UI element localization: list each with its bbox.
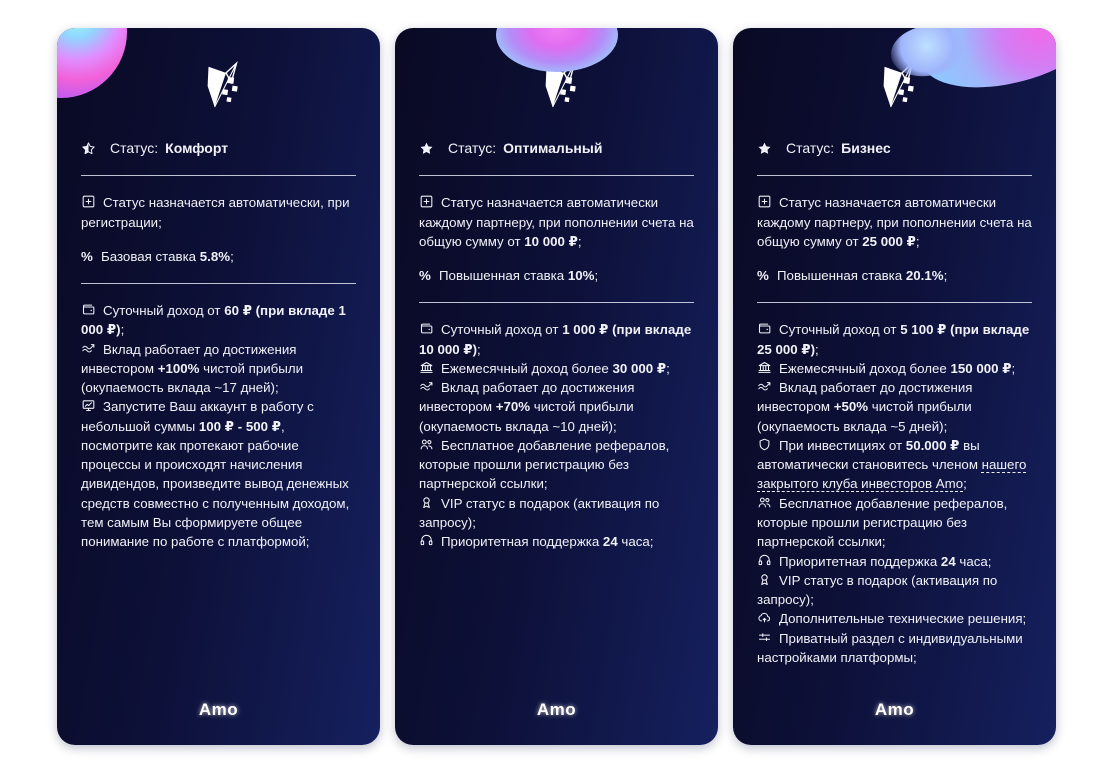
plus-square-icon (419, 194, 434, 209)
text-segment: ; (915, 233, 920, 249)
text-segment: часа; (955, 553, 992, 569)
feature-item (419, 378, 694, 436)
status-card-Бизнес (733, 28, 1056, 745)
text-segment: Запустите Ваш аккаунт в работу с небольшой суммы (81, 399, 314, 434)
feature-item (757, 378, 1032, 436)
feature-item (757, 494, 1032, 552)
bank-icon (419, 360, 434, 375)
features-section-1 (81, 193, 356, 266)
text-segment: 5.8% (199, 248, 231, 264)
text-segment: +70% (495, 399, 531, 415)
text-segment: чистой прибыли (окупаемость вклада ~17 дней); (81, 360, 304, 396)
trend-waves-icon (81, 341, 96, 356)
features-section-2 (419, 320, 694, 551)
feature-item (419, 532, 694, 551)
text-segment: ; (943, 268, 948, 284)
feature-item (757, 571, 1032, 610)
divider (419, 302, 694, 303)
text-segment: VIP статус в подарок (активация по запросу); (757, 572, 998, 608)
text-segment: Бесплатное добавление рефералов, которые прошли регистрацию без партнерской ссылки; (419, 437, 670, 492)
text-segment: Приоритетная поддержка (441, 534, 603, 550)
text-segment: 100 ₽ - 500 ₽ (198, 418, 281, 434)
text-segment: 25 000 ₽ (862, 233, 916, 249)
text-segment: 150 000 ₽ (950, 360, 1012, 376)
status-line (81, 138, 356, 158)
text-segment: Ежемесячный доход более (441, 360, 613, 376)
status-value: Оптимальный (503, 140, 603, 156)
feature-item (81, 193, 356, 232)
brand-wordmark: Amo (874, 700, 915, 720)
status-line (419, 138, 694, 158)
award-icon (419, 495, 434, 510)
text-segment: ; (963, 476, 967, 492)
text-segment: чистой прибыли (окупаемость вклада ~5 дней); (757, 399, 972, 434)
text-segment: Повышенная ставка (777, 268, 906, 284)
feature-item (419, 266, 694, 285)
decorative-blob-wave-top-right (914, 28, 1056, 98)
text-segment: 20.1% (905, 268, 944, 284)
features-section-2 (81, 301, 356, 551)
text-segment: 30 000 ₽ (612, 360, 667, 376)
text-segment: +50% (833, 399, 869, 415)
text-segment: +100% (157, 360, 200, 376)
text-segment: ; (815, 341, 819, 357)
text-segment: Дополнительные технические решения; (779, 611, 1027, 627)
sliders-icon (757, 630, 772, 645)
text-segment: 60 ₽ (при вкладе 1 000 ₽) (81, 303, 346, 338)
feature-item (81, 247, 356, 266)
text-segment: Вклад работает до достижения инвестором (81, 341, 297, 376)
headset-icon (757, 553, 772, 568)
feature-item (81, 340, 356, 398)
feature-item (419, 320, 694, 359)
users-icon (757, 495, 772, 510)
users-icon (419, 437, 434, 452)
text-segment: часа; (617, 534, 654, 550)
text-segment: 1 000 ₽ (при вкладе 10 000 ₽) (419, 322, 692, 357)
text-segment: Суточный доход от (103, 303, 225, 319)
text-segment: Статус назначается автоматически каждому партнеру, при пополнении счета на общую сумму от (419, 195, 694, 249)
text-segment: 10 000 ₽ (524, 233, 578, 249)
decorative-blob-sphere-top-left (57, 28, 127, 98)
features-section-2 (757, 320, 1032, 667)
divider (81, 175, 356, 176)
percent-icon: % (419, 268, 431, 284)
text-segment: ; (594, 268, 599, 284)
feature-item (757, 359, 1032, 378)
text-segment: Статус назначается автоматически каждому партнеру, при пополнении счета на общую сумму от (757, 195, 1032, 249)
text-segment: Приватный раздел с индивидуальными настройками платформы; (757, 630, 1023, 665)
feature-item (757, 629, 1032, 668)
feature-item (419, 494, 694, 533)
text-segment: Суточный доход от (441, 322, 563, 338)
text-segment: VIP статус в подарок (активация по запросу); (419, 495, 660, 531)
text-segment: 24 (940, 553, 956, 569)
plus-square-icon (81, 194, 96, 209)
text-segment: ; (120, 322, 125, 338)
text-segment: ; (577, 233, 582, 249)
text-segment: ; (230, 248, 234, 264)
text-segment: 50.000 ₽ (905, 437, 960, 453)
amo-emblem-icon (191, 58, 247, 114)
trend-waves-icon (419, 379, 434, 394)
features-section-1 (757, 193, 1032, 285)
bank-icon (757, 360, 772, 375)
text-segment: Вклад работает до достижения инвестором (419, 380, 635, 415)
percent-icon: % (757, 268, 769, 284)
plus-square-icon (757, 194, 772, 209)
feature-item (757, 193, 1032, 251)
status-label: Статус: (110, 140, 159, 156)
star-icon (757, 141, 772, 156)
star-icon (419, 141, 434, 156)
trend-waves-icon (757, 379, 772, 394)
text-segment: ; (666, 360, 670, 376)
award-icon (757, 572, 772, 587)
text-segment: Бесплатное добавление рефералов, которые прошли регистрацию без партнерской ссылки; (757, 495, 1008, 550)
text-segment: При инвестициях от (779, 437, 906, 453)
text-segment: ; (477, 341, 481, 357)
cloud-upload-icon (757, 610, 772, 625)
features-section-1 (419, 193, 694, 285)
brand-wordmark: Amo (536, 700, 577, 720)
percent-icon: % (81, 248, 93, 264)
text-segment: Ежемесячный доход более (779, 360, 951, 376)
amo-emblem-icon (529, 58, 585, 114)
monitor-icon (81, 398, 96, 413)
status-card-Комфорт (57, 28, 380, 745)
text-segment: Приоритетная поддержка (779, 553, 941, 569)
feature-item (757, 436, 1032, 494)
text-segment: Суточный доход от (779, 322, 901, 338)
feature-item (757, 266, 1032, 285)
status-value: Бизнес (841, 140, 891, 156)
status-label: Статус: (448, 140, 497, 156)
feature-item (757, 320, 1032, 359)
feature-item (81, 301, 356, 340)
text-segment: 10% (567, 268, 595, 284)
feature-item (757, 609, 1032, 628)
amo-emblem-icon (867, 58, 923, 114)
text-segment: Вклад работает до достижения инвестором (757, 380, 973, 415)
text-segment: 24 (602, 534, 618, 550)
feature-item (757, 552, 1032, 571)
shield-icon (757, 437, 772, 452)
feature-item (419, 436, 694, 494)
feature-item (81, 397, 356, 551)
status-card-Оптимальный (395, 28, 718, 745)
divider (757, 175, 1032, 176)
text-segment: , посмотрите как протекают рабочие процессы и происходят начисления дивидендов, произведите вывод денежных средств совместно с полученным доходом, тем самым Вы сформируете общее понимание по работе с платформой; (81, 418, 350, 550)
status-label: Статус: (786, 140, 835, 156)
divider (419, 175, 694, 176)
wallet-icon (419, 321, 434, 336)
investors-club-link[interactable]: нашего закрытого клуба инвесторов Amo (757, 457, 1027, 492)
headset-icon (419, 533, 434, 548)
text-segment: ; (1011, 360, 1016, 376)
text-segment: Базовая ставка (101, 248, 200, 264)
text-segment: чистой прибыли (окупаемость вклада ~10 дней); (419, 399, 634, 434)
feature-item (419, 359, 694, 378)
divider (757, 302, 1032, 303)
text-segment: 5 100 ₽ (при вкладе 25 000 ₽) (757, 322, 1030, 357)
status-value: Комфорт (165, 140, 229, 156)
text-segment: Повышенная ставка (439, 268, 568, 284)
feature-item (419, 193, 694, 251)
status-line (757, 138, 1032, 158)
star-half-icon (81, 141, 96, 156)
wallet-icon (81, 302, 96, 317)
brand-wordmark: Amo (198, 700, 239, 720)
text-segment: вы автоматически становитесь членом (757, 437, 982, 473)
text-segment: Статус назначается автоматически, при регистрации; (81, 195, 350, 230)
wallet-icon (757, 321, 772, 336)
divider (81, 283, 356, 284)
